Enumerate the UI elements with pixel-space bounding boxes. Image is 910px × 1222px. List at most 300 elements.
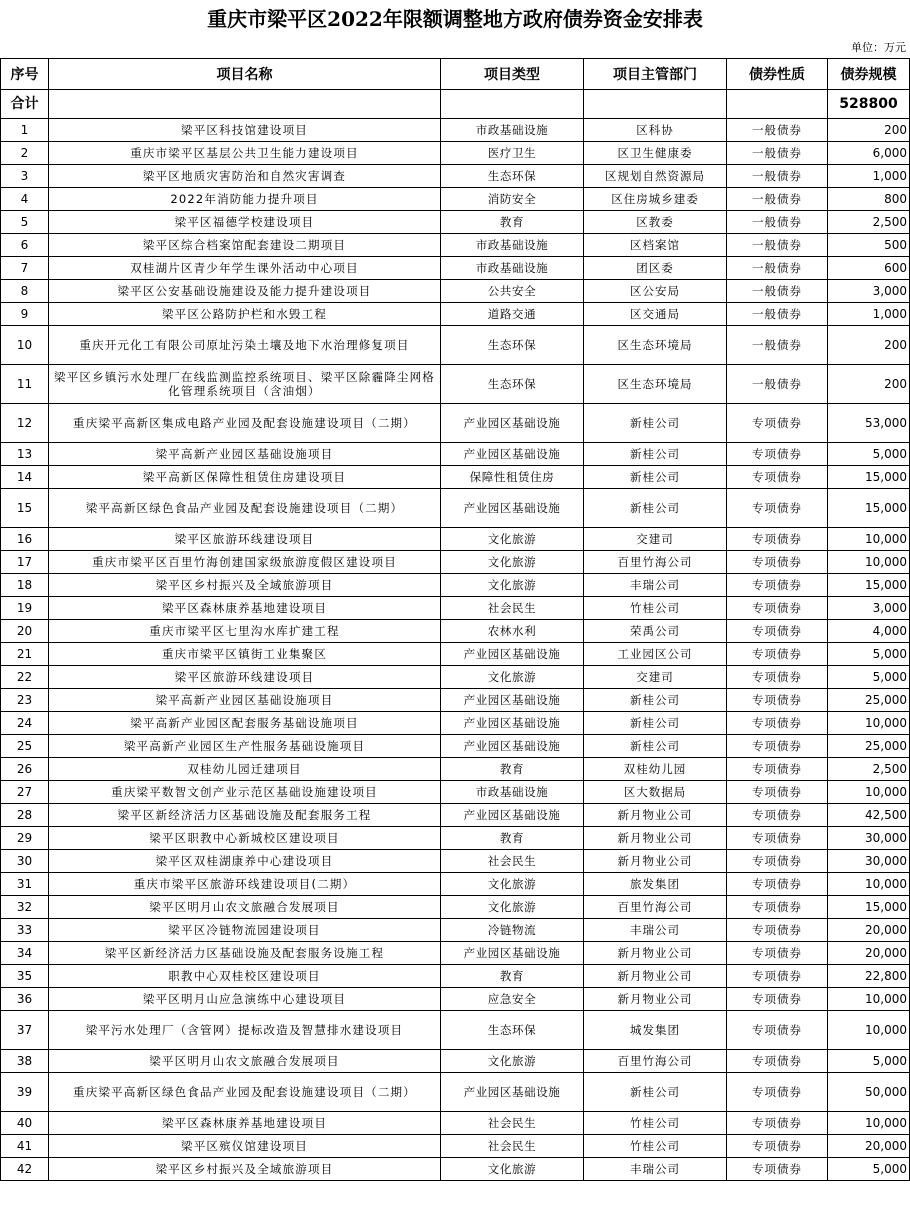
cell-department: 百里竹海公司: [584, 1050, 727, 1073]
cell-no: 38: [1, 1050, 49, 1073]
table-row: [1, 1011, 910, 1050]
table-row: [1, 758, 910, 781]
cell-project-type: 保障性租赁住房: [441, 466, 584, 489]
cell-department: 区卫生健康委: [584, 142, 727, 165]
cell-bond-nature: 专项债券: [727, 896, 828, 919]
cell-project-type: 产业园区基础设施: [441, 689, 584, 712]
cell-bond-nature: 专项债券: [727, 712, 828, 735]
table-row: [1, 896, 910, 919]
header-row: [1, 59, 910, 90]
cell-project-name: 职教中心双桂校区建设项目: [49, 965, 441, 988]
cell-no: 32: [1, 896, 49, 919]
cell-no: 19: [1, 597, 49, 620]
cell-department: 区规划自然资源局: [584, 165, 727, 188]
cell-project-type: 市政基础设施: [441, 234, 584, 257]
cell-project-type: 文化旅游: [441, 528, 584, 551]
cell-department: 区住房城乡建委: [584, 188, 727, 211]
debt-allocation-table: [0, 58, 910, 1181]
cell-bond-nature: 专项债券: [727, 873, 828, 896]
cell-project-name: 梁平区地质灾害防治和自然灾害调查: [49, 165, 441, 188]
cell-project-type: 市政基础设施: [441, 781, 584, 804]
cell-department: 新月物业公司: [584, 850, 727, 873]
cell-bond-nature: 专项债券: [727, 965, 828, 988]
cell-project-name: 重庆梁平高新区集成电路产业园及配套设施建设项目（二期）: [49, 404, 441, 443]
cell-bond-amount: 5,000: [828, 1050, 910, 1073]
cell-department: 新月物业公司: [584, 827, 727, 850]
cell-project-name: 梁平区乡村振兴及全域旅游项目: [49, 574, 441, 597]
cell-bond-amount: 30,000: [828, 827, 910, 850]
cell-bond-amount: 10,000: [828, 1011, 910, 1050]
cell-department: 新月物业公司: [584, 942, 727, 965]
table-row: [1, 643, 910, 666]
cell-no: 1: [1, 119, 49, 142]
cell-project-type: 消防安全: [441, 188, 584, 211]
table-row: [1, 689, 910, 712]
cell-no: 37: [1, 1011, 49, 1050]
cell-bond-amount: 30,000: [828, 850, 910, 873]
cell-department: 新桂公司: [584, 466, 727, 489]
cell-project-type: 文化旅游: [441, 666, 584, 689]
cell-project-type: 生态环保: [441, 1011, 584, 1050]
cell-project-type: 教育: [441, 827, 584, 850]
table-row: [1, 1135, 910, 1158]
cell-bond-amount: 22,800: [828, 965, 910, 988]
cell-no: 20: [1, 620, 49, 643]
cell-no: 17: [1, 551, 49, 574]
cell-bond-nature: 专项债券: [727, 919, 828, 942]
cell-department: 区档案馆: [584, 234, 727, 257]
cell-bond-nature: 一般债券: [727, 165, 828, 188]
cell-no: 31: [1, 873, 49, 896]
cell-no: 6: [1, 234, 49, 257]
cell-no: 28: [1, 804, 49, 827]
table-row: [1, 942, 910, 965]
table-row: [1, 666, 910, 689]
cell-project-name: 2022年消防能力提升项目: [49, 188, 441, 211]
cell-department: 区交通局: [584, 303, 727, 326]
table-row: [1, 1050, 910, 1073]
cell-project-type: 产业园区基础设施: [441, 404, 584, 443]
cell-project-type: 产业园区基础设施: [441, 443, 584, 466]
cell-bond-nature: 专项债券: [727, 735, 828, 758]
cell-bond-amount: 20,000: [828, 1135, 910, 1158]
cell-no: 34: [1, 942, 49, 965]
cell-department: 丰瑞公司: [584, 1158, 727, 1181]
table-row: [1, 735, 910, 758]
cell-project-name: 梁平高新区保障性租赁住房建设项目: [49, 466, 441, 489]
header-nature: 债券性质: [727, 59, 828, 90]
cell-no: 33: [1, 919, 49, 942]
total-label: 合计: [1, 90, 49, 119]
cell-project-name: 重庆梁平数智文创产业示范区基础设施建设项目: [49, 781, 441, 804]
table-row: [1, 551, 910, 574]
cell-no: 26: [1, 758, 49, 781]
cell-bond-nature: 专项债券: [727, 781, 828, 804]
cell-department: 工业园区公司: [584, 643, 727, 666]
cell-project-type: 文化旅游: [441, 1050, 584, 1073]
cell-bond-nature: 专项债券: [727, 489, 828, 528]
cell-bond-nature: 专项债券: [727, 1135, 828, 1158]
cell-no: 5: [1, 211, 49, 234]
total-empty-cell: [727, 90, 828, 119]
cell-project-type: 道路交通: [441, 303, 584, 326]
cell-bond-nature: 专项债券: [727, 528, 828, 551]
table-row: [1, 873, 910, 896]
cell-no: 23: [1, 689, 49, 712]
cell-bond-nature: 一般债券: [727, 326, 828, 365]
cell-bond-nature: 一般债券: [727, 365, 828, 404]
cell-department: 竹桂公司: [584, 1135, 727, 1158]
cell-department: 交建司: [584, 528, 727, 551]
cell-project-type: 产业园区基础设施: [441, 489, 584, 528]
cell-no: 7: [1, 257, 49, 280]
cell-department: 竹桂公司: [584, 597, 727, 620]
cell-project-type: 产业园区基础设施: [441, 804, 584, 827]
cell-project-name: 梁平区冷链物流园建设项目: [49, 919, 441, 942]
cell-project-type: 社会民生: [441, 1112, 584, 1135]
cell-project-type: 产业园区基础设施: [441, 643, 584, 666]
header-no: 序号: [1, 59, 49, 90]
cell-bond-amount: 10,000: [828, 712, 910, 735]
cell-bond-amount: 2,500: [828, 758, 910, 781]
cell-department: 新桂公司: [584, 443, 727, 466]
cell-project-name: 梁平区旅游环线建设项目: [49, 528, 441, 551]
cell-no: 22: [1, 666, 49, 689]
total-amount: 528800: [828, 90, 910, 119]
cell-project-type: 产业园区基础设施: [441, 942, 584, 965]
cell-department: 新桂公司: [584, 735, 727, 758]
cell-bond-amount: 5,000: [828, 666, 910, 689]
cell-project-type: 医疗卫生: [441, 142, 584, 165]
table-row: [1, 781, 910, 804]
table-row: [1, 528, 910, 551]
cell-bond-amount: 200: [828, 326, 910, 365]
cell-project-name: 梁平区职教中心新城校区建设项目: [49, 827, 441, 850]
cell-project-type: 教育: [441, 965, 584, 988]
cell-bond-amount: 3,000: [828, 597, 910, 620]
cell-project-name: 梁平区福德学校建设项目: [49, 211, 441, 234]
cell-bond-amount: 4,000: [828, 620, 910, 643]
cell-bond-amount: 10,000: [828, 988, 910, 1011]
cell-project-type: 应急安全: [441, 988, 584, 1011]
cell-project-type: 社会民生: [441, 850, 584, 873]
cell-department: 双桂幼儿园: [584, 758, 727, 781]
cell-department: 百里竹海公司: [584, 551, 727, 574]
cell-bond-nature: 专项债券: [727, 942, 828, 965]
cell-project-type: 生态环保: [441, 365, 584, 404]
cell-department: 团区委: [584, 257, 727, 280]
header-dept: 项目主管部门: [584, 59, 727, 90]
total-row: [1, 90, 910, 119]
cell-no: 14: [1, 466, 49, 489]
table-row: [1, 804, 910, 827]
cell-no: 21: [1, 643, 49, 666]
table-row: [1, 827, 910, 850]
cell-bond-amount: 10,000: [828, 528, 910, 551]
cell-bond-nature: 专项债券: [727, 551, 828, 574]
cell-bond-amount: 15,000: [828, 896, 910, 919]
unit-label: 单位：万元: [851, 41, 906, 54]
cell-project-name: 重庆开元化工有限公司原址污染土壤及地下水治理修复项目: [49, 326, 441, 365]
table-row: [1, 489, 910, 528]
cell-department: 区教委: [584, 211, 727, 234]
header-type: 项目类型: [441, 59, 584, 90]
cell-bond-amount: 10,000: [828, 873, 910, 896]
cell-bond-nature: 专项债券: [727, 804, 828, 827]
cell-department: 新桂公司: [584, 404, 727, 443]
cell-bond-amount: 1,000: [828, 303, 910, 326]
cell-bond-amount: 20,000: [828, 919, 910, 942]
cell-bond-nature: 专项债券: [727, 689, 828, 712]
cell-bond-amount: 200: [828, 365, 910, 404]
cell-bond-amount: 15,000: [828, 466, 910, 489]
table-row: [1, 712, 910, 735]
cell-project-name: 梁平高新区绿色食品产业园及配套设施建设项目（二期）: [49, 489, 441, 528]
cell-department: 区公安局: [584, 280, 727, 303]
cell-bond-nature: 专项债券: [727, 758, 828, 781]
cell-department: 新月物业公司: [584, 988, 727, 1011]
cell-bond-nature: 专项债券: [727, 988, 828, 1011]
table-row: [1, 443, 910, 466]
cell-bond-nature: 专项债券: [727, 666, 828, 689]
cell-department: 新桂公司: [584, 689, 727, 712]
cell-project-type: 产业园区基础设施: [441, 735, 584, 758]
cell-no: 27: [1, 781, 49, 804]
cell-bond-nature: 一般债券: [727, 280, 828, 303]
cell-no: 15: [1, 489, 49, 528]
cell-project-type: 文化旅游: [441, 1158, 584, 1181]
cell-bond-amount: 3,000: [828, 280, 910, 303]
cell-bond-nature: 专项债券: [727, 466, 828, 489]
cell-no: 30: [1, 850, 49, 873]
cell-bond-amount: 5,000: [828, 443, 910, 466]
table-row: [1, 165, 910, 188]
cell-department: 新月物业公司: [584, 804, 727, 827]
cell-project-name: 重庆梁平高新区绿色食品产业园及配套设施建设项目（二期）: [49, 1073, 441, 1112]
cell-no: 11: [1, 365, 49, 404]
cell-no: 41: [1, 1135, 49, 1158]
cell-department: 新桂公司: [584, 712, 727, 735]
page-title: 重庆市梁平区2022年限额调整地方政府债券资金安排表: [207, 7, 703, 31]
cell-project-name: 重庆市梁平区七里沟水库扩建工程: [49, 620, 441, 643]
cell-project-name: 梁平污水处理厂（含管网）提标改造及智慧排水建设项目: [49, 1011, 441, 1050]
cell-project-name: 梁平区科技馆建设项目: [49, 119, 441, 142]
cell-bond-amount: 25,000: [828, 689, 910, 712]
cell-project-type: 农林水利: [441, 620, 584, 643]
cell-bond-nature: 专项债券: [727, 597, 828, 620]
cell-no: 10: [1, 326, 49, 365]
cell-project-name: 重庆市梁平区基层公共卫生能力建设项目: [49, 142, 441, 165]
cell-project-type: 文化旅游: [441, 551, 584, 574]
cell-bond-nature: 专项债券: [727, 1050, 828, 1073]
total-empty-cell: [441, 90, 584, 119]
cell-project-type: 文化旅游: [441, 896, 584, 919]
cell-project-name: 双桂幼儿园迁建项目: [49, 758, 441, 781]
cell-no: 9: [1, 303, 49, 326]
total-empty-cell: [49, 90, 441, 119]
cell-project-name: 双桂湖片区青少年学生课外活动中心项目: [49, 257, 441, 280]
cell-bond-nature: 专项债券: [727, 1073, 828, 1112]
cell-project-name: 梁平区森林康养基地建设项目: [49, 597, 441, 620]
cell-no: 8: [1, 280, 49, 303]
cell-project-type: 生态环保: [441, 326, 584, 365]
cell-no: 16: [1, 528, 49, 551]
cell-department: 竹桂公司: [584, 1112, 727, 1135]
cell-bond-amount: 1,000: [828, 165, 910, 188]
table-row: [1, 119, 910, 142]
cell-bond-amount: 50,000: [828, 1073, 910, 1112]
cell-no: 40: [1, 1112, 49, 1135]
cell-bond-nature: 一般债券: [727, 119, 828, 142]
cell-bond-amount: 42,500: [828, 804, 910, 827]
table-row: [1, 365, 910, 404]
cell-bond-nature: 专项债券: [727, 1112, 828, 1135]
cell-department: 区大数据局: [584, 781, 727, 804]
cell-project-type: 市政基础设施: [441, 257, 584, 280]
table-row: [1, 303, 910, 326]
cell-bond-nature: 一般债券: [727, 234, 828, 257]
cell-no: 29: [1, 827, 49, 850]
cell-bond-amount: 15,000: [828, 574, 910, 597]
table-row: [1, 211, 910, 234]
cell-bond-amount: 5,000: [828, 643, 910, 666]
cell-project-name: 梁平区明月山农文旅融合发展项目: [49, 1050, 441, 1073]
cell-no: 18: [1, 574, 49, 597]
table-row: [1, 234, 910, 257]
cell-project-type: 文化旅游: [441, 574, 584, 597]
cell-bond-amount: 10,000: [828, 1112, 910, 1135]
cell-department: 交建司: [584, 666, 727, 689]
cell-project-type: 教育: [441, 758, 584, 781]
cell-project-type: 冷链物流: [441, 919, 584, 942]
cell-bond-amount: 53,000: [828, 404, 910, 443]
cell-project-name: 梁平区综合档案馆配套建设二期项目: [49, 234, 441, 257]
cell-project-name: 重庆市梁平区百里竹海创建国家级旅游度假区建设项目: [49, 551, 441, 574]
table-row: [1, 280, 910, 303]
cell-department: 区科协: [584, 119, 727, 142]
cell-department: 区生态环境局: [584, 365, 727, 404]
table-row: [1, 404, 910, 443]
cell-no: 24: [1, 712, 49, 735]
cell-bond-amount: 800: [828, 188, 910, 211]
cell-bond-amount: 5,000: [828, 1158, 910, 1181]
cell-project-name: 梁平高新产业园区基础设施项目: [49, 443, 441, 466]
cell-no: 42: [1, 1158, 49, 1181]
cell-bond-amount: 10,000: [828, 781, 910, 804]
cell-bond-amount: 6,000: [828, 142, 910, 165]
cell-no: 13: [1, 443, 49, 466]
cell-bond-nature: 专项债券: [727, 850, 828, 873]
cell-bond-nature: 一般债券: [727, 142, 828, 165]
cell-project-type: 公共安全: [441, 280, 584, 303]
cell-project-name: 梁平区乡镇污水处理厂在线监测监控系统项目、梁平区除霾降尘网格化管理系统项目（含油烟）: [49, 365, 441, 404]
cell-bond-nature: 专项债券: [727, 404, 828, 443]
cell-bond-amount: 20,000: [828, 942, 910, 965]
cell-department: 荣禹公司: [584, 620, 727, 643]
cell-department: 旅发集团: [584, 873, 727, 896]
cell-no: 25: [1, 735, 49, 758]
table-row: [1, 850, 910, 873]
cell-project-name: 梁平区新经济活力区基础设施及配套服务工程: [49, 804, 441, 827]
table-row: [1, 142, 910, 165]
cell-no: 3: [1, 165, 49, 188]
cell-department: 百里竹海公司: [584, 896, 727, 919]
table-row: [1, 919, 910, 942]
cell-bond-nature: 专项债券: [727, 1011, 828, 1050]
cell-project-name: 梁平区森林康养基地建设项目: [49, 1112, 441, 1135]
cell-project-name: 重庆市梁平区旅游环线建设项目(二期）: [49, 873, 441, 896]
cell-no: 2: [1, 142, 49, 165]
cell-project-name: 梁平区公路防护栏和水毁工程: [49, 303, 441, 326]
cell-no: 39: [1, 1073, 49, 1112]
cell-bond-amount: 200: [828, 119, 910, 142]
cell-project-name: 梁平区殡仪馆建设项目: [49, 1135, 441, 1158]
cell-project-type: 产业园区基础设施: [441, 1073, 584, 1112]
cell-no: 36: [1, 988, 49, 1011]
cell-bond-amount: 600: [828, 257, 910, 280]
cell-project-name: 梁平高新产业园区基础设施项目: [49, 689, 441, 712]
cell-project-type: 社会民生: [441, 1135, 584, 1158]
table-row: [1, 620, 910, 643]
header-amount: 债券规模: [828, 59, 910, 90]
table-row: [1, 1073, 910, 1112]
cell-department: 区生态环境局: [584, 326, 727, 365]
table-row: [1, 574, 910, 597]
cell-bond-nature: 一般债券: [727, 188, 828, 211]
cell-project-name: 梁平区明月山农文旅融合发展项目: [49, 896, 441, 919]
cell-department: 新桂公司: [584, 489, 727, 528]
cell-department: 丰瑞公司: [584, 919, 727, 942]
cell-project-type: 市政基础设施: [441, 119, 584, 142]
table-row: [1, 1112, 910, 1135]
cell-bond-amount: 500: [828, 234, 910, 257]
cell-bond-amount: 25,000: [828, 735, 910, 758]
cell-bond-amount: 2,500: [828, 211, 910, 234]
table-row: [1, 1158, 910, 1181]
cell-bond-nature: 专项债券: [727, 643, 828, 666]
table-row: [1, 466, 910, 489]
total-empty-cell: [584, 90, 727, 119]
cell-no: 35: [1, 965, 49, 988]
cell-project-name: 梁平区乡村振兴及全域旅游项目: [49, 1158, 441, 1181]
cell-project-name: 梁平区明月山应急演练中心建设项目: [49, 988, 441, 1011]
cell-project-name: 梁平区公安基础设施建设及能力提升建设项目: [49, 280, 441, 303]
cell-project-name: 梁平区旅游环线建设项目: [49, 666, 441, 689]
table-row: [1, 597, 910, 620]
cell-bond-nature: 专项债券: [727, 620, 828, 643]
cell-no: 12: [1, 404, 49, 443]
cell-department: 新月物业公司: [584, 965, 727, 988]
cell-project-name: 梁平区双桂湖康养中心建设项目: [49, 850, 441, 873]
cell-bond-amount: 15,000: [828, 489, 910, 528]
cell-bond-nature: 专项债券: [727, 574, 828, 597]
cell-bond-amount: 10,000: [828, 551, 910, 574]
cell-project-name: 梁平高新产业园区配套服务基础设施项目: [49, 712, 441, 735]
cell-bond-nature: 一般债券: [727, 257, 828, 280]
cell-project-type: 社会民生: [441, 597, 584, 620]
cell-bond-nature: 专项债券: [727, 1158, 828, 1181]
cell-department: 丰瑞公司: [584, 574, 727, 597]
cell-project-name: 梁平区新经济活力区基础设施及配套服务设施工程: [49, 942, 441, 965]
cell-project-name: 重庆市梁平区镇街工业集聚区: [49, 643, 441, 666]
table-row: [1, 188, 910, 211]
cell-department: 新桂公司: [584, 1073, 727, 1112]
table-row: [1, 257, 910, 280]
cell-project-type: 生态环保: [441, 165, 584, 188]
cell-bond-nature: 一般债券: [727, 303, 828, 326]
cell-bond-nature: 一般债券: [727, 211, 828, 234]
cell-bond-nature: 专项债券: [727, 827, 828, 850]
